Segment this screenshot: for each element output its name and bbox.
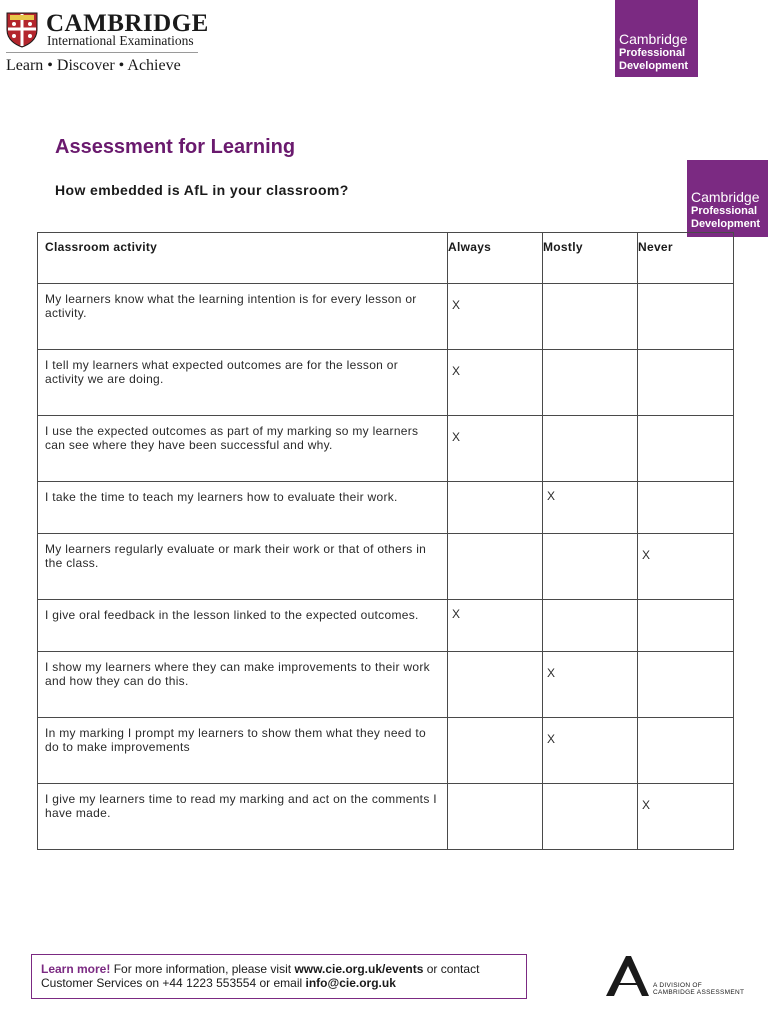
cpd-badge-line2: Professional: [691, 205, 758, 217]
always-cell: [448, 534, 543, 600]
always-cell: [448, 284, 543, 350]
document-subtitle: How embedded is AfL in your classroom?: [55, 182, 349, 198]
never-cell: [638, 284, 734, 350]
activity-cell: I take the time to teach my learners how to evaluate their work.: [38, 482, 448, 534]
ca-caption-line1: A DIVISION OF: [653, 982, 703, 989]
table-row: [38, 784, 734, 850]
never-cell: [638, 534, 734, 600]
activity-cell: I give oral feedback in the lesson linked to the expected outcomes.: [38, 600, 448, 652]
x-mark: X: [547, 666, 556, 680]
activity-cell: My learners regularly evaluate or mark their work or that of others in the class.: [38, 534, 448, 600]
footer-email-link[interactable]: info@cie.org.uk: [305, 976, 396, 990]
never-cell: [638, 784, 734, 850]
table-row: [38, 718, 734, 784]
footer-text-3: Customer Services on +44 1223 553554 or email: [41, 976, 306, 990]
cpd-badge-line3: Development: [691, 218, 761, 230]
cambridge-shield-icon: [6, 12, 38, 48]
x-mark: X: [547, 489, 556, 503]
document-title: Assessment for Learning: [55, 136, 296, 158]
always-cell: [448, 482, 543, 534]
cambridge-assessment-logo: [604, 954, 744, 1000]
footer-text-2: or contact: [423, 962, 480, 976]
column-header-activity: Classroom activity: [38, 233, 448, 284]
always-cell: [448, 416, 543, 482]
table-row: [38, 600, 734, 652]
activity-cell: I tell my learners what expected outcomes are for the lesson or activity we are doing.: [38, 350, 448, 416]
cambridge-assessment-caption: [653, 982, 744, 996]
x-mark: X: [452, 607, 461, 621]
org-subtitle: International Examinations: [47, 33, 194, 48]
tagline: Learn • Discover • Achieve: [6, 57, 181, 74]
cpd-badge-side: [687, 160, 768, 237]
activity-cell: I give my learners time to read my marking and act on the comments I have made.: [38, 784, 448, 850]
column-header-always: Always: [448, 233, 543, 284]
never-cell: [638, 416, 734, 482]
x-mark: X: [547, 732, 556, 746]
activity-cell: My learners know what the learning intention is for every lesson or activity.: [38, 284, 448, 350]
mostly-cell: [543, 652, 638, 718]
x-mark: X: [642, 798, 651, 812]
column-header-never: Never: [638, 233, 734, 284]
footer-text-1: For more information, please visit: [110, 962, 295, 976]
mostly-cell: [543, 416, 638, 482]
activity-cell: I show my learners where they can make improvements to their work and how they can do this.: [38, 652, 448, 718]
logo-divider: [6, 52, 198, 53]
mostly-cell: [543, 600, 638, 652]
cpd-badge-line1: Cambridge: [691, 189, 760, 205]
always-cell: [448, 350, 543, 416]
x-mark: X: [452, 364, 461, 378]
footer-website-link[interactable]: www.cie.org.uk/events: [294, 962, 424, 976]
never-cell: [638, 600, 734, 652]
cpd-badge-line3: Development: [619, 60, 689, 72]
x-mark: X: [642, 548, 651, 562]
table-row: [38, 350, 734, 416]
mostly-cell: [543, 350, 638, 416]
mostly-cell: [543, 718, 638, 784]
always-cell: [448, 784, 543, 850]
table-row: [38, 652, 734, 718]
table-row: [38, 534, 734, 600]
always-cell: [448, 600, 543, 652]
table-row: [38, 416, 734, 482]
table-body: [38, 284, 734, 850]
table-row: [38, 284, 734, 350]
cpd-badge-line1: Cambridge: [619, 31, 688, 47]
never-cell: [638, 350, 734, 416]
x-mark: X: [452, 298, 461, 312]
table-row: [38, 482, 734, 534]
mostly-cell: [543, 534, 638, 600]
never-cell: [638, 718, 734, 784]
ca-caption-line2: CAMBRIDGE ASSESSMENT: [653, 989, 745, 996]
activity-cell: In my marking I prompt my learners to show them what they need to do to make improvements: [38, 718, 448, 784]
always-cell: [448, 652, 543, 718]
afl-checklist-table: [37, 232, 734, 850]
x-mark: X: [452, 430, 461, 444]
mostly-cell: [543, 784, 638, 850]
activity-cell: I use the expected outcomes as part of my marking so my learners can see where they have been successful and why.: [38, 416, 448, 482]
cpd-badge-line2: Professional: [619, 47, 686, 59]
always-cell: [448, 718, 543, 784]
cambridge-assessment-a-icon: [604, 954, 654, 998]
mostly-cell: [543, 284, 638, 350]
cpd-badge-top: [615, 0, 698, 77]
never-cell: [638, 652, 734, 718]
table-header-row: [38, 233, 734, 284]
footer-info-box: [31, 954, 527, 999]
learn-more-label: Learn more!: [41, 962, 111, 976]
column-header-mostly: Mostly: [543, 233, 638, 284]
mostly-cell: [543, 482, 638, 534]
never-cell: [638, 482, 734, 534]
org-name: CAMBRIDGE: [46, 10, 209, 37]
